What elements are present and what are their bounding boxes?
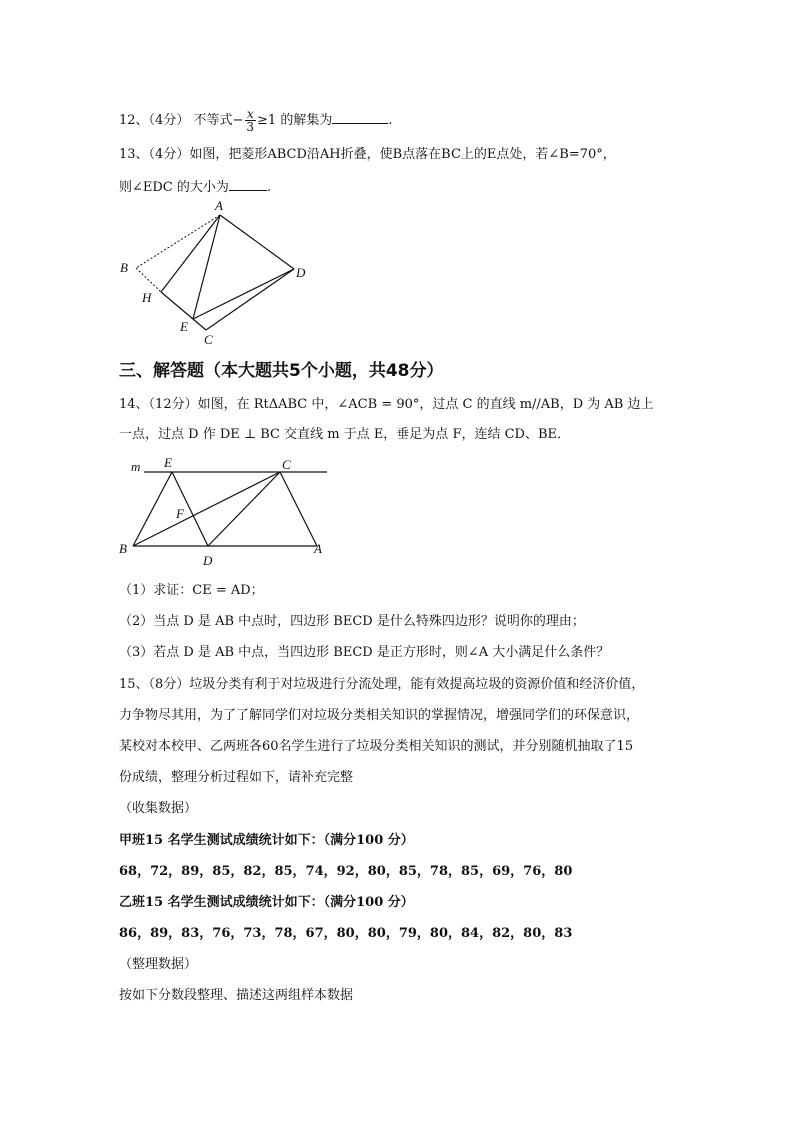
- q12-end: .: [388, 113, 393, 128]
- question-15-line3: 某校对本校甲、乙两班各60名学生进行了垃圾分类相关知识的测试，并分别随机抽取了15: [119, 739, 634, 754]
- segment-dc: [206, 269, 294, 330]
- question-12: [119, 108, 393, 133]
- q12-fraction: [244, 108, 256, 133]
- q12-text-after: 的解集为: [280, 113, 333, 128]
- organize-data-heading: （整理数据）: [119, 957, 198, 972]
- label-e: E: [180, 319, 188, 334]
- q12-inequality: ≥1: [257, 113, 277, 128]
- question-15-line1: 15、（8分）垃圾分类有利于对垃圾进行分流处理，能有效提高垃圾的资源价值和经济价值，: [119, 677, 645, 692]
- class-b-title: 乙班15 名学生测试成绩统计如下：（满分100 分）: [119, 895, 414, 910]
- q12-fraction-numerator: x: [246, 107, 254, 121]
- label-b: B: [119, 541, 127, 556]
- q13-answer-blank[interactable]: [229, 176, 267, 191]
- label-b: B: [120, 260, 128, 275]
- segment-ad: [220, 215, 294, 269]
- q12-number: 12、: [119, 113, 149, 128]
- collect-data-heading: （收集数据）: [119, 801, 198, 816]
- question-15-line2: 力争物尽其用，为了了解同学们对垃圾分类相关知识的掌握情况，增强同学们的环保意识，: [119, 708, 640, 723]
- label-m: m: [131, 459, 141, 474]
- question-14-line2: 一点，过点 D 作 DE ⊥ BC 交直线 m 于点 E，垂足为点 F，连结 CD、BE．: [119, 427, 571, 442]
- segment-dc: [208, 472, 280, 546]
- segment-ah: [161, 215, 220, 292]
- label-d: D: [296, 265, 306, 280]
- q12-answer-blank[interactable]: [332, 109, 388, 124]
- q13-line2-text: 则∠EDC 的大小为: [119, 180, 229, 195]
- label-e: E: [164, 455, 172, 470]
- question-14-part2: （2）当点 D 是 AB 中点时，四边形 BECD 是什么特殊四边形？说明你的理由；: [119, 614, 585, 629]
- q12-score: （4分）: [148, 113, 190, 128]
- label-d: D: [203, 553, 213, 568]
- label-c: C: [282, 457, 291, 472]
- question-14-part3: （3）若点 D 是 AB 中点，当四边形 BECD 是正方形时，则∠A 大小满足什么条件？: [119, 645, 610, 660]
- organize-data-description: 按如下分数段整理、描述这两组样本数据: [119, 988, 354, 1003]
- q12-neg-sign: −: [232, 113, 244, 128]
- class-b-scores: 86，89，83，76，73，78，67，80，80，79，80，84，82，80，83: [119, 926, 573, 941]
- segment-bc: [133, 472, 280, 546]
- class-a-title: 甲班15 名学生测试成绩统计如下：（满分100 分）: [119, 833, 414, 848]
- question-14-line1: 14、（12分）如图，在 RtΔABC 中，∠ACB = 90°，过点 C 的直线 m//AB，D 为 AB 边上: [119, 397, 654, 412]
- section-3-heading: 三、解答题（本大题共5个小题，共48分）: [119, 361, 444, 381]
- label-a: A: [215, 198, 223, 213]
- q12-fraction-denominator: 3: [246, 120, 255, 134]
- question-15-line4: 份成绩，整理分析过程如下，请补充完整: [119, 770, 354, 785]
- segment-be: [133, 472, 172, 546]
- question-13-line2: [119, 176, 271, 197]
- fold-dashed-line-bh: [136, 268, 161, 292]
- label-h: H: [142, 290, 152, 305]
- label-c: C: [204, 332, 213, 347]
- label-f: F: [176, 506, 184, 521]
- figure-13-rhombus: [112, 196, 324, 348]
- segment-de: [193, 269, 294, 319]
- q12-text-before: 不等式: [193, 113, 233, 128]
- fold-dashed-line-ab: [136, 215, 220, 268]
- figure-14-triangle: [112, 452, 340, 570]
- q13-end: .: [266, 180, 272, 195]
- question-13-line1: 13、（4分）如图，把菱形ABCD沿AH折叠，使B点落在BC上的E点处，若∠B=70°，: [119, 147, 616, 162]
- segment-ca: [280, 472, 317, 546]
- question-14-part1: （1）求证：CE = AD；: [119, 583, 264, 598]
- segment-ae: [193, 215, 220, 319]
- label-a: A: [314, 541, 322, 556]
- class-a-scores: 68，72，89，85，82，85，74，92，80，85，78，85，69，76，80: [119, 864, 573, 879]
